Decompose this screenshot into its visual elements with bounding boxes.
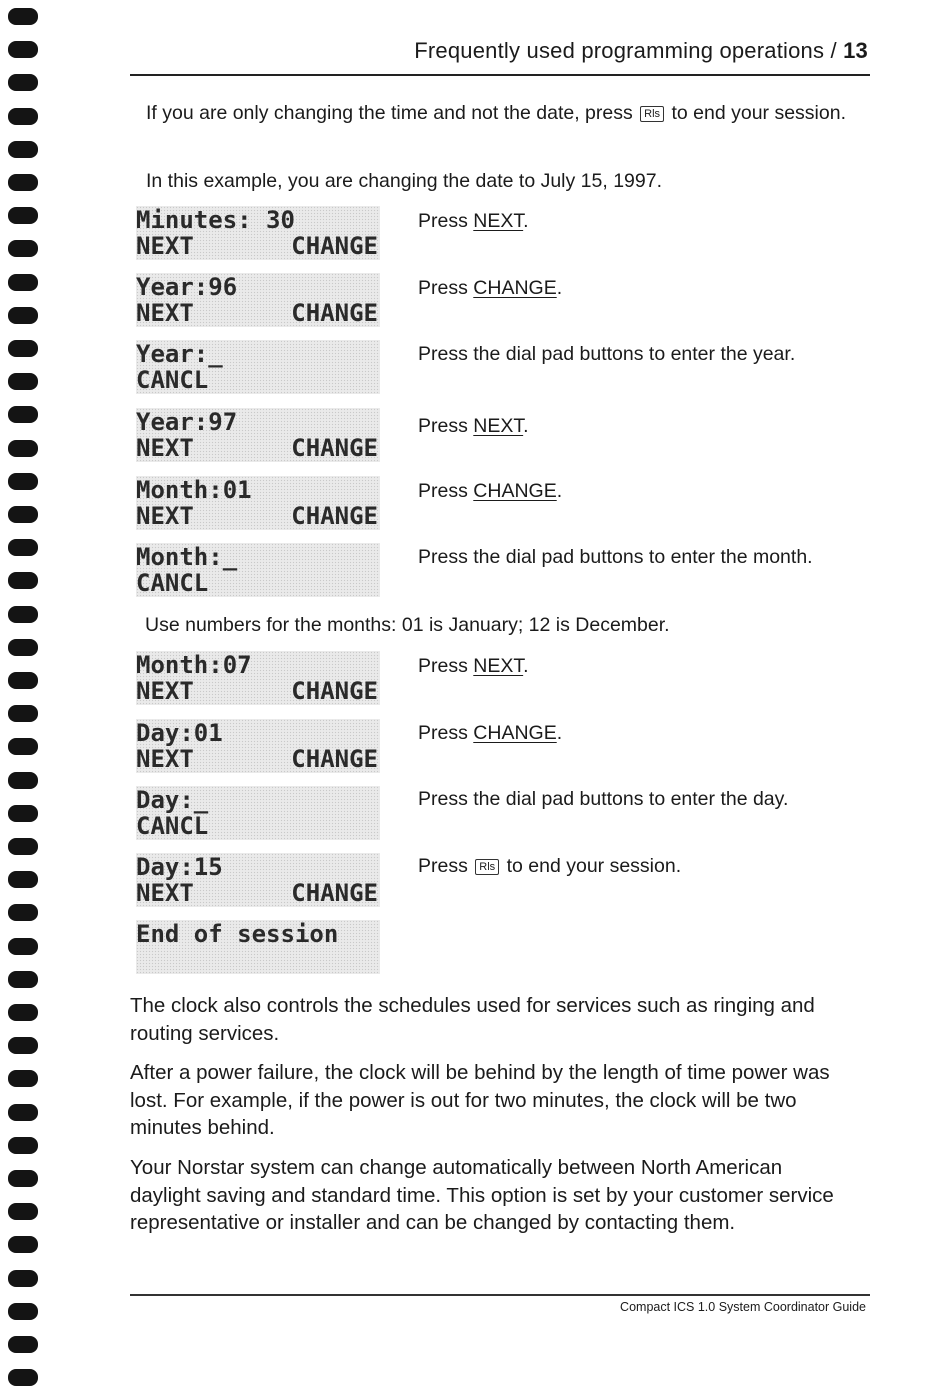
softkey-label: NEXT xyxy=(473,655,524,677)
binding-ring xyxy=(8,738,38,755)
lcd-softkey-right: CHANGE xyxy=(291,677,378,705)
lcd-softkey-left: NEXT xyxy=(136,677,194,705)
binding-ring xyxy=(8,539,38,556)
binding-ring xyxy=(8,904,38,921)
lcd-softkey-right: CHANGE xyxy=(291,745,378,773)
softkey-label: NEXT xyxy=(473,415,524,437)
lcd-softkey-left: NEXT xyxy=(136,299,194,327)
binding-ring xyxy=(8,8,38,25)
lcd-softkey-left: NEXT xyxy=(136,502,194,530)
lcd-line-1: Month:01 xyxy=(136,476,252,504)
lcd-line-1: Month:07 xyxy=(136,651,252,679)
softkey-label: CHANGE xyxy=(473,480,557,502)
lcd-softkey-left: CANCL xyxy=(136,812,209,840)
spiral-binding xyxy=(0,0,44,1376)
instruction xyxy=(418,480,562,503)
body-paragraph: Your Norstar system can change automatically between North American daylight saving and standard time. This option is set by your customer service representative or installer and can be changed by contacting them. xyxy=(130,1156,834,1234)
instruction-verb: Press xyxy=(418,480,468,502)
lcd-display xyxy=(136,408,380,462)
binding-ring xyxy=(8,240,38,257)
binding-ring xyxy=(8,307,38,324)
lcd-line-1: Year:_ xyxy=(136,340,223,368)
binding-ring xyxy=(8,1369,38,1386)
lcd-display xyxy=(136,543,380,597)
instruction-end: . xyxy=(556,722,563,744)
instruction-end: . xyxy=(523,210,529,232)
instruction: Press the dial pad buttons to enter the day. xyxy=(418,788,789,810)
binding-ring xyxy=(8,772,38,789)
binding-ring xyxy=(8,1303,38,1320)
lcd-line-1: Day:15 xyxy=(136,853,223,881)
lcd-softkey-right: CHANGE xyxy=(291,299,378,327)
lcd-display xyxy=(136,206,380,260)
binding-ring xyxy=(8,1236,38,1253)
lcd-display xyxy=(136,719,380,773)
lcd-line-1: Day:01 xyxy=(136,719,223,747)
instruction-verb: Press xyxy=(418,277,468,299)
instruction-verb: Press xyxy=(418,415,468,437)
months-note: Use numbers for the months: 01 is January; 12 is December. xyxy=(145,614,670,636)
binding-ring xyxy=(8,1070,38,1087)
binding-ring xyxy=(8,74,38,91)
lcd-line-1: Month:_ xyxy=(136,543,238,571)
instruction-end: . xyxy=(523,655,529,677)
instruction: Press the dial pad buttons to enter the year. xyxy=(418,343,796,365)
lcd-softkey-right: CHANGE xyxy=(291,502,378,530)
instruction xyxy=(418,855,681,878)
binding-ring xyxy=(8,1104,38,1121)
lcd-softkey-left: NEXT xyxy=(136,879,194,907)
lcd-line-1: Year:97 xyxy=(136,408,238,436)
instruction-end: . xyxy=(523,415,529,437)
rls-key-icon: Rls xyxy=(475,859,499,875)
lcd-softkey-right: CHANGE xyxy=(291,434,378,462)
binding-ring xyxy=(8,1170,38,1187)
lcd-softkey-left: NEXT xyxy=(136,232,194,260)
lcd-line-1: Minutes: 30 xyxy=(136,206,295,234)
binding-ring xyxy=(8,572,38,589)
lcd-line-1: Year:96 xyxy=(136,273,238,301)
instruction: Press the dial pad buttons to enter the month. xyxy=(418,546,813,568)
binding-ring xyxy=(8,1137,38,1154)
instruction xyxy=(418,210,529,233)
intro-paragraph-1 xyxy=(146,100,846,127)
softkey-label: CHANGE xyxy=(473,277,557,299)
instruction xyxy=(418,722,562,745)
binding-ring xyxy=(8,1004,38,1021)
binding-ring xyxy=(8,274,38,291)
binding-ring xyxy=(8,108,38,125)
binding-ring xyxy=(8,705,38,722)
rls-key-icon: Rls xyxy=(640,106,664,122)
instruction-end: . xyxy=(556,277,563,299)
intro-text-end: to end your session. xyxy=(671,102,846,124)
instruction-end: . xyxy=(556,480,563,502)
binding-ring xyxy=(8,639,38,656)
header-title: Frequently used programming operations / xyxy=(414,38,844,63)
page-number: 13 xyxy=(843,38,868,63)
softkey-label: NEXT xyxy=(473,210,524,232)
instruction-verb: Press xyxy=(418,655,468,677)
lcd-softkey-right: CHANGE xyxy=(291,879,378,907)
lcd-display xyxy=(136,476,380,530)
instruction-verb: Press xyxy=(418,210,468,232)
lcd-softkey-left: CANCL xyxy=(136,569,209,597)
binding-ring xyxy=(8,440,38,457)
footer-rule xyxy=(130,1294,870,1296)
instruction-end: to end your session. xyxy=(506,855,682,877)
binding-ring xyxy=(8,141,38,158)
instruction xyxy=(418,655,529,678)
intro-text: If you are only changing the time and not the date, press xyxy=(146,102,633,124)
lcd-display xyxy=(136,273,380,327)
binding-ring xyxy=(8,207,38,224)
binding-ring xyxy=(8,506,38,523)
footer-text: Compact ICS 1.0 System Coordinator Guide xyxy=(620,1300,866,1314)
binding-ring xyxy=(8,473,38,490)
binding-ring xyxy=(8,838,38,855)
binding-ring xyxy=(8,340,38,357)
intro-paragraph-2: In this example, you are changing the date to July 15, 1997. xyxy=(146,170,663,192)
lcd-display xyxy=(136,920,380,974)
binding-ring xyxy=(8,672,38,689)
binding-ring xyxy=(8,606,38,623)
instruction-verb: Press xyxy=(418,855,468,877)
binding-ring xyxy=(8,41,38,58)
binding-ring xyxy=(8,1336,38,1353)
instruction xyxy=(418,415,529,438)
binding-ring xyxy=(8,174,38,191)
lcd-display xyxy=(136,340,380,394)
lcd-softkey-left: NEXT xyxy=(136,745,194,773)
lcd-display xyxy=(136,786,380,840)
binding-ring xyxy=(8,938,38,955)
binding-ring xyxy=(8,871,38,888)
instruction xyxy=(418,277,562,300)
lcd-softkey-right: CHANGE xyxy=(291,232,378,260)
softkey-label: CHANGE xyxy=(473,722,557,744)
binding-ring xyxy=(8,1037,38,1054)
lcd-softkey-left: CANCL xyxy=(136,366,209,394)
lcd-display xyxy=(136,853,380,907)
lcd-softkey-left: NEXT xyxy=(136,434,194,462)
binding-ring xyxy=(8,406,38,423)
body-paragraph: After a power failure, the clock will be behind by the length of time power was lost. For example, if the power is out for two minutes, the clock will be two minutes behind. xyxy=(130,1061,830,1139)
binding-ring xyxy=(8,1270,38,1287)
binding-ring xyxy=(8,373,38,390)
binding-ring xyxy=(8,971,38,988)
lcd-line-1: End of session xyxy=(136,920,339,948)
body-paragraph: The clock also controls the schedules used for services such as ringing and routing services. xyxy=(130,994,815,1045)
lcd-line-1: Day:_ xyxy=(136,786,209,814)
lcd-display xyxy=(136,651,380,705)
instruction-verb: Press xyxy=(418,722,468,744)
binding-ring xyxy=(8,805,38,822)
header-rule xyxy=(130,74,870,76)
binding-ring xyxy=(8,1203,38,1220)
page-header xyxy=(130,38,868,64)
